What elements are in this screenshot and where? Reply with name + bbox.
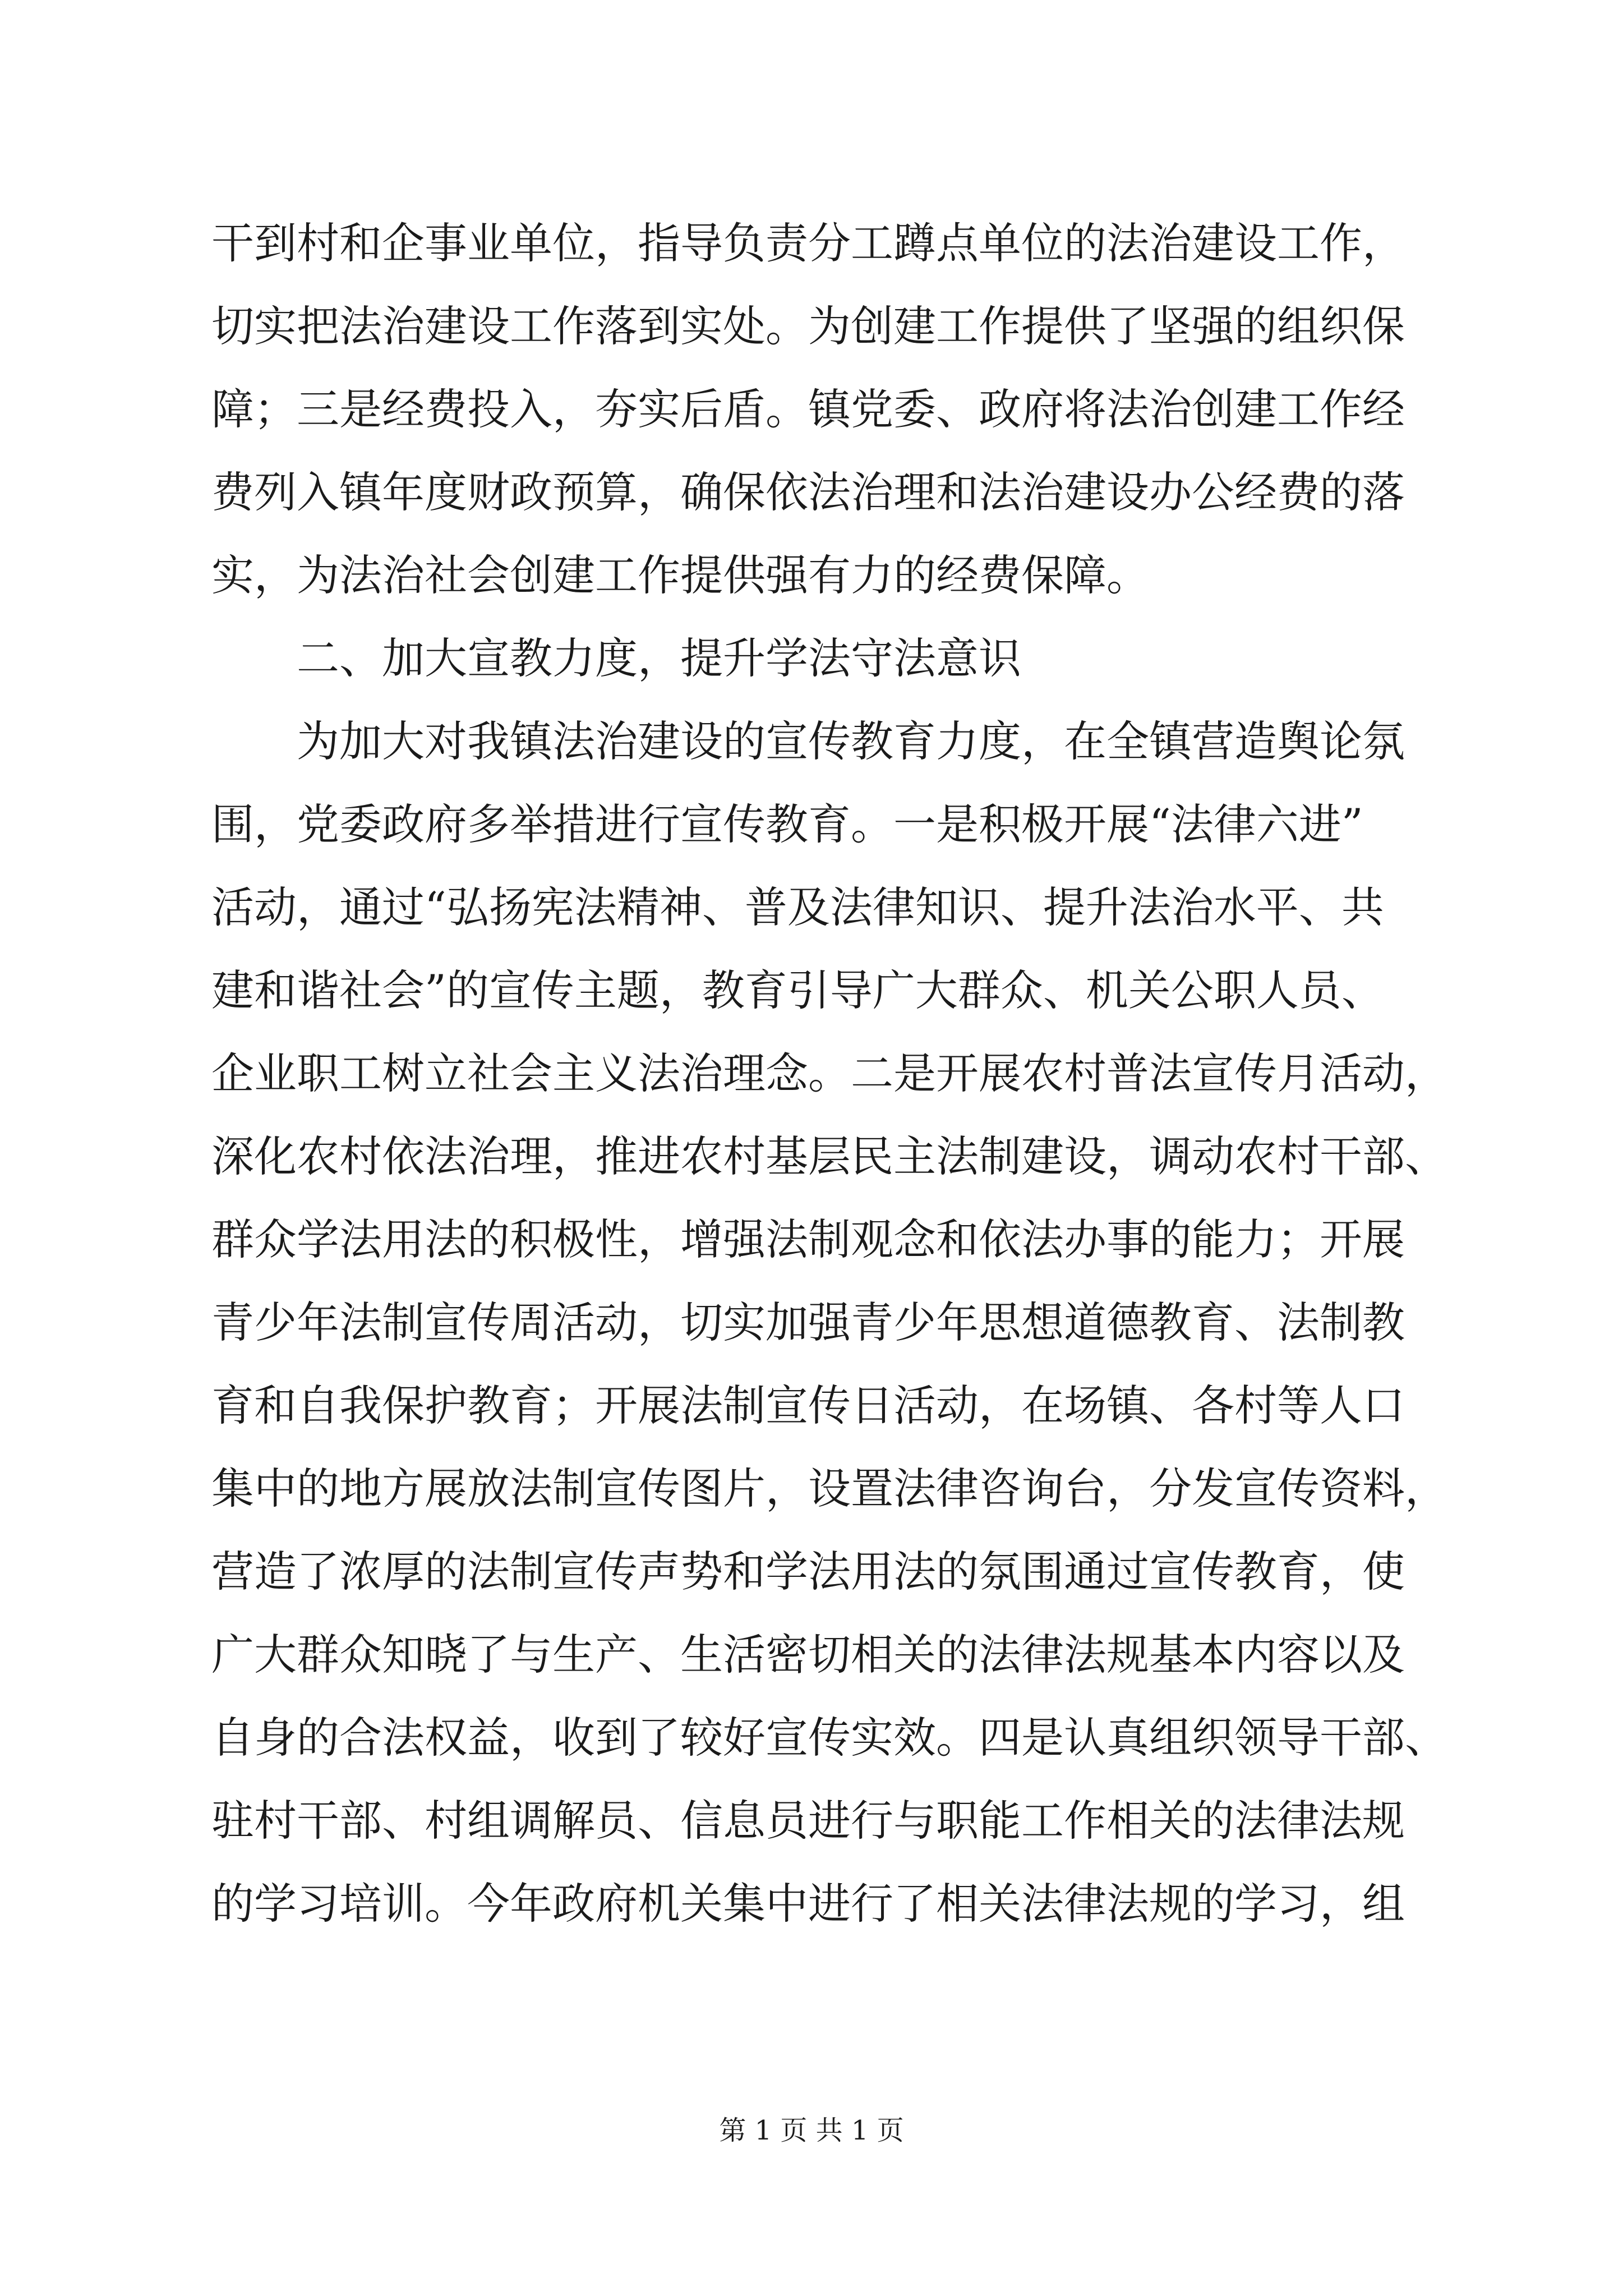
body-line: 围，党委政府多举措进行宣传教育。一是积极开展“法律六进” (211, 799, 1363, 849)
body-line: 干到村和企事业单位，指导负责分工蹲点单位的法治建设工作， (211, 218, 1405, 268)
body-line: 青少年法制宣传周活动，切实加强青少年思想道德教育、法制教 (211, 1297, 1405, 1347)
body-line: 群众学法用法的积极性，增强法制观念和依法办事的能力；开展 (211, 1214, 1405, 1264)
body-line: 企业职工树立社会主义法治理念。二是开展农村普法宣传月活动， (211, 1048, 1447, 1098)
body-line: 为加大对我镇法治建设的宣传教育力度，在全镇营造舆论氛 (297, 716, 1405, 766)
body-line: 切实把法治建设工作落到实处。为创建工作提供了坚强的组织保 (211, 301, 1405, 351)
page-number-footer: 第 1 页 共 1 页 (719, 2115, 904, 2146)
body-line: 深化农村依法治理，推进农村基层民主法制建设，调动农村干部、 (211, 1131, 1447, 1181)
body-line: 广大群众知晓了与生产、生活密切相关的法律法规基本内容以及 (211, 1630, 1405, 1680)
body-line: 的学习培训。今年政府机关集中进行了相关法律法规的学习，组 (211, 1879, 1405, 1929)
body-line: 建和谐社会”的宣传主题，教育引导广大群众、机关公职人员、 (211, 965, 1384, 1015)
body-line: 集中的地方展放法制宣传图片，设置法律咨询台，分发宣传资料， (211, 1464, 1447, 1513)
body-line: 驻村干部、村组调解员、信息员进行与职能工作相关的法律法规 (211, 1796, 1405, 1846)
body-line: 活动，通过“弘扬宪法精神、普及法律知识、提升法治水平、共 (211, 882, 1384, 932)
body-line: 营造了浓厚的法制宣传声势和学法用法的氛围通过宣传教育，使 (211, 1547, 1405, 1596)
body-line: 实，为法治社会创建工作提供强有力的经费保障。 (211, 550, 1149, 600)
body-line: 自身的合法权益，收到了较好宣传实效。四是认真组织领导干部、 (211, 1713, 1447, 1763)
body-line: 障；三是经费投入，夯实后盾。镇党委、政府将法治创建工作经 (211, 384, 1405, 434)
section-heading: 二、加大宣教力度，提升学法守法意识 (297, 633, 1021, 683)
body-line: 费列入镇年度财政预算，确保依法治理和法治建设办公经费的落 (211, 467, 1405, 517)
body-line: 育和自我保护教育；开展法制宣传日活动，在场镇、各村等人口 (211, 1381, 1405, 1430)
